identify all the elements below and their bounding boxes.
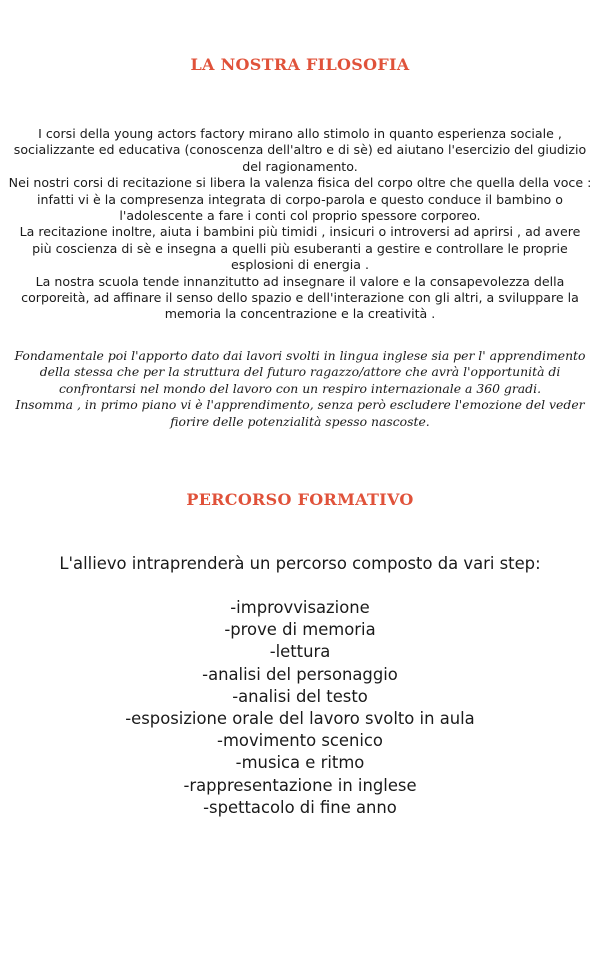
course-title: PERCORSO FORMATIVO	[186, 490, 414, 509]
step-item: -prove di memoria	[224, 620, 376, 640]
step-item: -movimento scenico	[217, 731, 383, 751]
philosophy-title: LA NOSTRA FILOSOFIA	[190, 55, 410, 74]
intro-paragraph: La nostra scuola tende innanzitutto ad insegnare il valore e la consapevolezza della corporeità, ad affinare il senso dello spazio e dell'interazione con gli altri, a sviluppare la memoria la concentrazione e la creatività .	[21, 273, 579, 322]
step-item: -analisi del personaggio	[202, 664, 398, 684]
step-item: -rappresentazione in inglese	[183, 775, 417, 795]
philosophy-english-note	[8, 348, 592, 430]
step-item: -musica e ritmo	[235, 753, 365, 773]
italic-paragraph: Insomma , in primo piano vi è l'apprendimento, senza però escludere l'emozione del veder fiorire delle potenzialità spesso nascoste.	[15, 397, 585, 429]
course-steps-list	[0, 597, 600, 819]
italic-paragraph: Fondamentale poi l'apporto dato dai lavori svolti in lingua inglese sia per l' apprendimento della stessa che per la struttura del futuro ragazzo/attore che avrà l'opportunità di confrontarsi nel mondo del lavoro con un respiro internazionale a 360 gradi.	[14, 348, 586, 396]
step-item: -lettura	[269, 642, 331, 662]
step-item: -spettacolo di fine anno	[203, 797, 397, 817]
intro-paragraph: La recitazione inoltre, aiuta i bambini più timidi , insicuri o introversi ad aprirsi , ad avere più coscienza di sè e insegna a quelli più esuberanti a gestire e controllare le proprie esplosioni di energia .	[19, 224, 581, 273]
philosophy-intro	[8, 126, 592, 323]
step-item: -improvvisazione	[230, 598, 370, 617]
intro-paragraph: I corsi della young actors factory mirano allo stimolo in quanto esperienza sociale , socializzante ed educativa (conoscenza dell'altro e di sè) ed aiutano l'esercizio del giudizio del ragionamento.	[13, 126, 587, 174]
step-item: -analisi del testo	[232, 686, 368, 706]
course-lead: L'allievo intraprenderà un percorso composto da vari step:	[59, 554, 541, 573]
intro-paragraph: Nei nostri corsi di recitazione si libera la valenza fisica del corpo oltre che quella della voce : infatti vi è la compresenza integrata di corpo-parola e questo conduce il bambino o l'adolescente a fare i conti col proprio spessore corporeo.	[8, 175, 592, 224]
step-item: -esposizione orale del lavoro svolto in aula	[125, 709, 475, 729]
